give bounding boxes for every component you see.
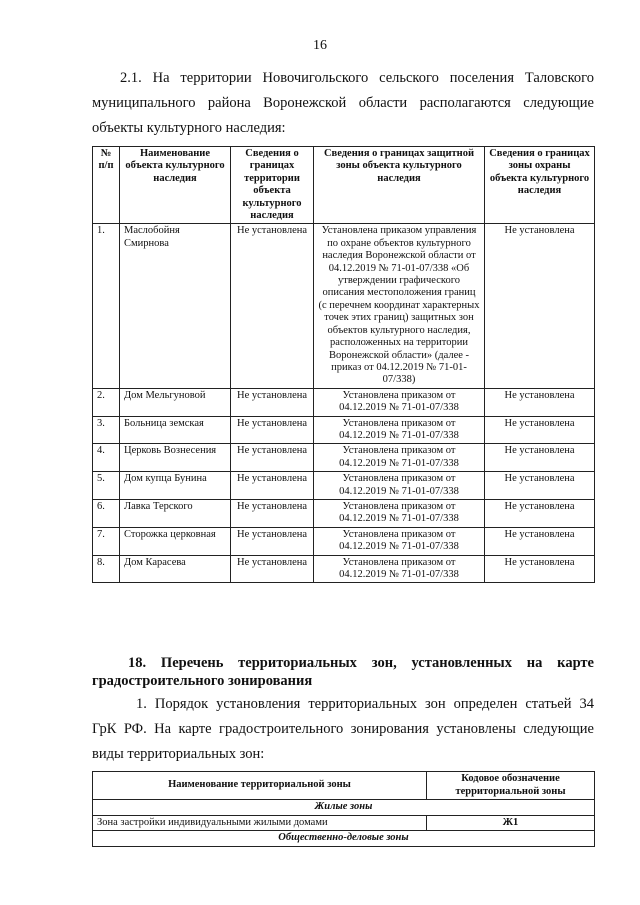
intro-line-1: 2.1. На территории Новочигольского сельского поселения Таловского [120,70,594,86]
zones-table-header-row [93,772,595,800]
table-row [93,416,595,444]
table-row [93,444,595,472]
cell-boundaries: Не установлена [231,388,314,416]
header-zone-code: Кодовое обозначение территориальной зоны [427,772,595,800]
section-18-line-1: 1. Порядок установления территориальных зон определен статьей 34 [136,696,594,712]
cell-boundaries: Не установлена [231,416,314,444]
cell-boundaries: Не установлена [231,499,314,527]
cell-name: Церковь Вознесения [120,444,231,472]
group-public-business: Общественно-деловые зоны [93,831,595,847]
cell-protective: Установлена приказом от 04.12.2019 № 71-01-07/338 [314,388,485,416]
section-18-paragraph [92,692,594,767]
cell-num: 2. [93,388,120,416]
cell-zone-name: Зона застройки индивидуальными жилыми домами [93,815,427,831]
cell-name: Дом купца Бунина [120,472,231,500]
territorial-zones-table [92,771,595,847]
table-row [93,224,595,388]
cell-protection-zone: Не установлена [485,224,595,388]
section-18-heading-line-1: 18. Перечень территориальных зон, установленных на карте [128,655,594,671]
cell-protective: Установлена приказом от 04.12.2019 № 71-01-07/338 [314,416,485,444]
group-residential: Жилые зоны [93,800,595,816]
cell-boundaries: Не установлена [231,555,314,583]
cell-boundaries: Не установлена [231,527,314,555]
cell-name: Лавка Терского [120,499,231,527]
cell-protection-zone: Не установлена [485,416,595,444]
cell-num: 4. [93,444,120,472]
cell-zone-code: Ж1 [427,815,595,831]
cell-num: 5. [93,472,120,500]
cell-protective: Установлена приказом от 04.12.2019 № 71-01-07/338 [314,555,485,583]
table-row [93,815,595,831]
table-row [93,388,595,416]
cell-protective: Установлена приказом от 04.12.2019 № 71-01-07/338 [314,527,485,555]
heritage-table-header-row [93,147,595,224]
intro-paragraph [92,66,594,141]
cell-protective: Установлена приказом от 04.12.2019 № 71-01-07/338 [314,444,485,472]
cell-protection-zone: Не установлена [485,472,595,500]
cell-num: 1. [93,224,120,388]
table-row [93,527,595,555]
section-18-heading-line-2: градостроительного зонирования [92,673,313,689]
heritage-objects-table [92,146,595,583]
header-boundaries: Сведения о границах территории объекта культурного наследия [231,147,314,224]
cell-protection-zone: Не установлена [485,527,595,555]
cell-num: 3. [93,416,120,444]
cell-name: Сторожка церковная [120,527,231,555]
cell-name: Больница земская [120,416,231,444]
cell-boundaries: Не установлена [231,444,314,472]
cell-boundaries: Не установлена [231,224,314,388]
cell-num: 6. [93,499,120,527]
table-row [93,555,595,583]
page-number: 16 [313,38,327,53]
table-row [93,499,595,527]
section-18-line-2: ГрК РФ. На карте градостроительного зонирования установлены следующие [92,721,594,737]
table-row [93,472,595,500]
group-row [93,800,595,816]
section-18-line-3: виды территориальных зон: [92,746,265,762]
cell-protective: Установлена приказом управления по охране объектов культурного наследия Воронежской области от 04.12.2019 № 71-01-07/338 «Об утверждении графического описания местоположения границ (с перечнем координат характерных точек этих границ) защитных зон объектов культурного наследия, расположенных на территории Воронежской области» (далее - приказ от 04.12.2019 № 71-01-07/338) [314,224,485,388]
cell-protection-zone: Не установлена [485,444,595,472]
header-protection-zone: Сведения о границах зоны охраны объекта культурного наследия [485,147,595,224]
header-zone-name: Наименование территориальной зоны [93,772,427,800]
header-num: № п/п [93,147,120,224]
intro-line-2: муниципального района Воронежской области располагаются следующие [92,95,594,111]
group-row [93,831,595,847]
cell-name: Дом Мельгуновой [120,388,231,416]
cell-protective: Установлена приказом от 04.12.2019 № 71-01-07/338 [314,472,485,500]
cell-boundaries: Не установлена [231,472,314,500]
header-protective-zone: Сведения о границах защитной зоны объекта культурного наследия [314,147,485,224]
cell-num: 7. [93,527,120,555]
header-name: Наименование объекта культурного наследия [120,147,231,224]
intro-line-3: объекты культурного наследия: [92,120,286,136]
section-18-heading [92,654,594,690]
cell-protection-zone: Не установлена [485,555,595,583]
cell-protective: Установлена приказом от 04.12.2019 № 71-01-07/338 [314,499,485,527]
cell-name: Маслобойня Смирнова [120,224,231,388]
cell-protection-zone: Не установлена [485,499,595,527]
cell-num: 8. [93,555,120,583]
cell-name: Дом Карасева [120,555,231,583]
cell-protection-zone: Не установлена [485,388,595,416]
